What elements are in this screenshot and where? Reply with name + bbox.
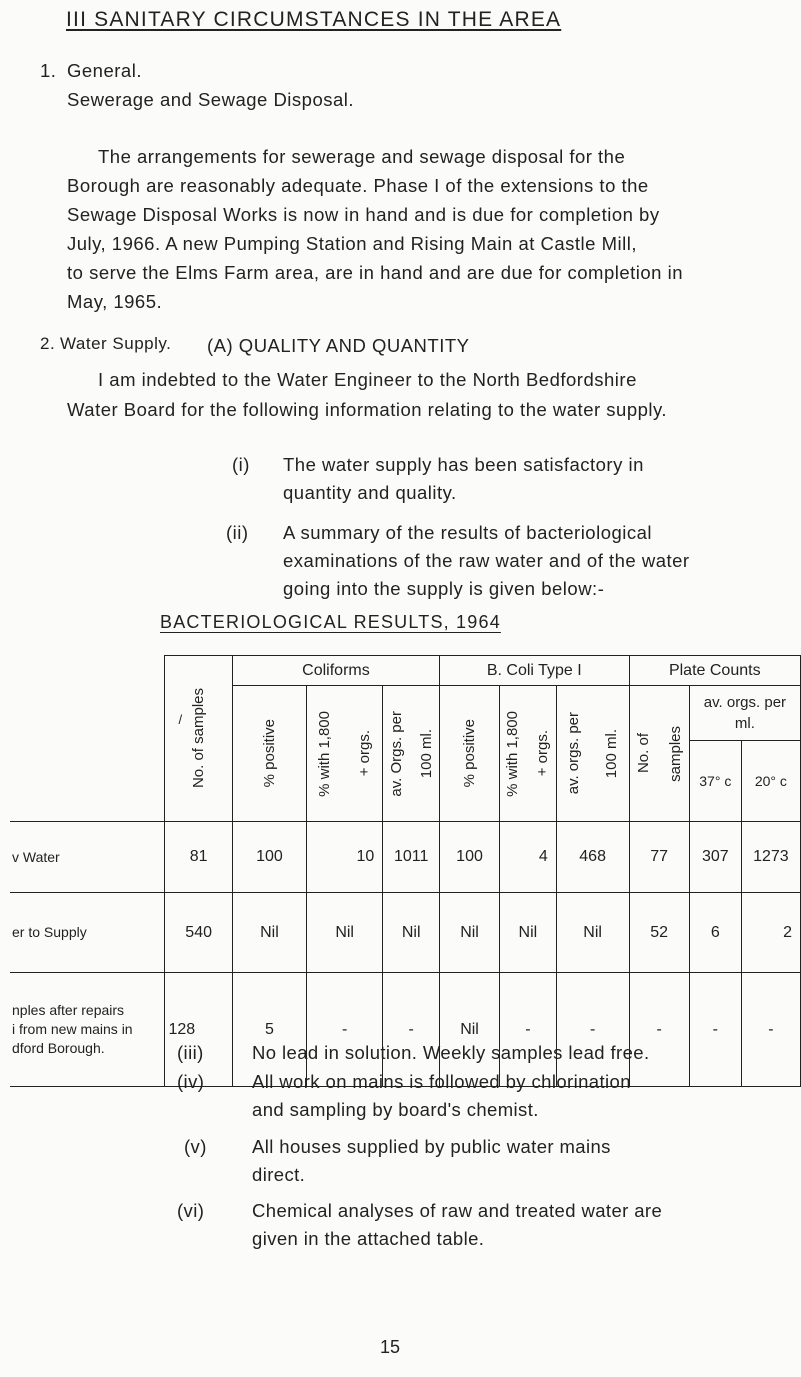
table-cell: Nil [556,893,629,973]
col-100ml-text: 100 ml. [417,728,435,779]
table-cell: 4 [500,822,557,893]
table-cell: 81 [165,822,232,893]
col-av-orgs-text: av. Orgs. per [387,710,405,797]
col-av-orgs [383,686,440,822]
col-pct-with-1800 [307,686,383,822]
table-cell: 2 [741,893,800,973]
note-number: (vi) [177,1200,205,1221]
bacteriological-table [10,655,801,1087]
section-heading: III SANITARY CIRCUMSTANCES IN THE AREA [66,8,562,31]
col-20c: 20° c [741,741,800,822]
table-cell: Nil [307,893,383,973]
table-cell: - [556,973,629,1087]
table-cell: - [307,973,383,1087]
paragraph-line: The arrangements for sewerage and sewage disposal for the [98,146,626,167]
general-title: General. [67,60,142,81]
water-subtitle: (A) QUALITY AND QUANTITY [207,335,470,356]
paragraph-line: July, 1966. A new Pumping Station and Rising Main at Castle Mill, [67,233,637,254]
table-cell: Nil [440,893,500,973]
water-intro-line: I am indebted to the Water Engineer to the North Bedfordshire [98,369,637,390]
note-line: All houses supplied by public water mains [252,1136,611,1157]
table-cell: - [689,973,741,1087]
col-pct-positive-text: % positive [260,719,278,788]
paragraph-line: Borough are reasonably adequate. Phase I of the extensions to the [67,175,649,196]
table-row [10,893,801,973]
paragraph-line: Sewage Disposal Works is now in hand and is due for completion by [67,204,660,225]
water-title: Water Supply. [60,334,172,353]
water-number: 2. [40,334,56,353]
plate-counts-header: Plate Counts [629,656,800,686]
table-title: BACTERIOLOGICAL RESULTS, 1964 [160,612,501,632]
paragraph-line: May, 1965. [67,291,163,312]
col-plus-orgs-text: + orgs. [355,730,373,777]
table-cell: 128 [165,973,232,1087]
col-pct-positive [232,686,306,822]
col-bcoli-av-orgs [556,686,629,822]
note-line: All work on mains is followed by chlorination [252,1071,631,1092]
general-subtitle: Sewerage and Sewage Disposal. [67,89,355,110]
page-number: 15 [380,1337,401,1357]
samples-header [165,656,232,822]
row-label: v Water [10,822,165,893]
note-line: Chemical analyses of raw and treated water are [252,1200,663,1221]
table-cell: - [500,973,557,1087]
table-cell: 5 [232,973,306,1087]
table-cell: - [383,973,440,1087]
item-line: going into the supply is given below:- [283,578,605,599]
table-cell: 1273 [741,822,800,893]
bcoli-header: B. Coli Type I [440,656,629,686]
table-cell: 468 [556,822,629,893]
col-bcoli-pct-positive-text: % positive [461,719,479,788]
col-plate-no-of-text: No. of [634,733,652,774]
table-cell: 77 [629,822,689,893]
col-37c: 37° c [689,741,741,822]
col-bcoli-plus-orgs-text: + orgs. [534,730,552,777]
coliforms-header: Coliforms [232,656,439,686]
table-cell: - [629,973,689,1087]
table-cell: 52 [629,893,689,973]
note-line: No lead in solution. Weekly samples lead free. [252,1042,650,1063]
samples-header-text: No. of samples [190,688,208,789]
table-cell: - [741,973,800,1087]
item-line: quantity and quality. [283,482,457,503]
row-label: er to Supply [10,893,165,973]
table-cell: 100 [440,822,500,893]
item-number: (i) [232,454,250,475]
label-header-cell [10,656,165,822]
note-number: (iv) [177,1071,205,1092]
item-line: examinations of the raw water and of the water [283,550,690,571]
item-number: (ii) [226,522,249,543]
col-pct-with-1800-text: % with 1,800 [316,710,334,797]
note-number: (iii) [177,1042,204,1063]
table-cell: 307 [689,822,741,893]
general-number: 1. [40,60,57,81]
table-cell: 10 [307,822,383,893]
note-line: and sampling by board's chemist. [252,1099,539,1120]
col-bcoli-pct-positive [440,686,500,822]
table-cell: Nil [232,893,306,973]
item-line: The water supply has been satisfactory in [283,454,644,475]
col-av-orgs-per-ml: av. orgs. per ml. [689,686,800,741]
paragraph-line: to serve the Elms Farm area, are in hand and are due for completion in [67,262,683,283]
col-bcoli-100ml-text: 100 ml. [603,728,621,779]
col-plate-samples [629,686,689,822]
table-cell: 6 [689,893,741,973]
note-number: (v) [184,1136,207,1157]
table-cell: 100 [232,822,306,893]
item-line: A summary of the results of bacteriological [283,522,653,543]
table-cell: Nil [500,893,557,973]
note-line: given in the attached table. [252,1228,485,1249]
table-cell: Nil [383,893,440,973]
table-cell: Nil [440,973,500,1087]
col-bcoli-pct-with-1800-text: % with 1,800 [504,710,522,797]
table-cell: 1011 [383,822,440,893]
table-cell: 540 [165,893,232,973]
note-line: direct. [252,1164,306,1185]
table-row [10,822,801,893]
row-label: nples after repairs i from new mains in dford Borough. [10,973,165,1087]
col-bcoli-pct-with-1800 [500,686,557,822]
water-intro-line: Water Board for the following information relating to the water supply. [67,399,668,420]
col-bcoli-av-orgs-text: av. orgs. per [565,712,583,795]
slash-mark: / [178,712,183,727]
col-plate-samples-text: samples [666,725,684,782]
